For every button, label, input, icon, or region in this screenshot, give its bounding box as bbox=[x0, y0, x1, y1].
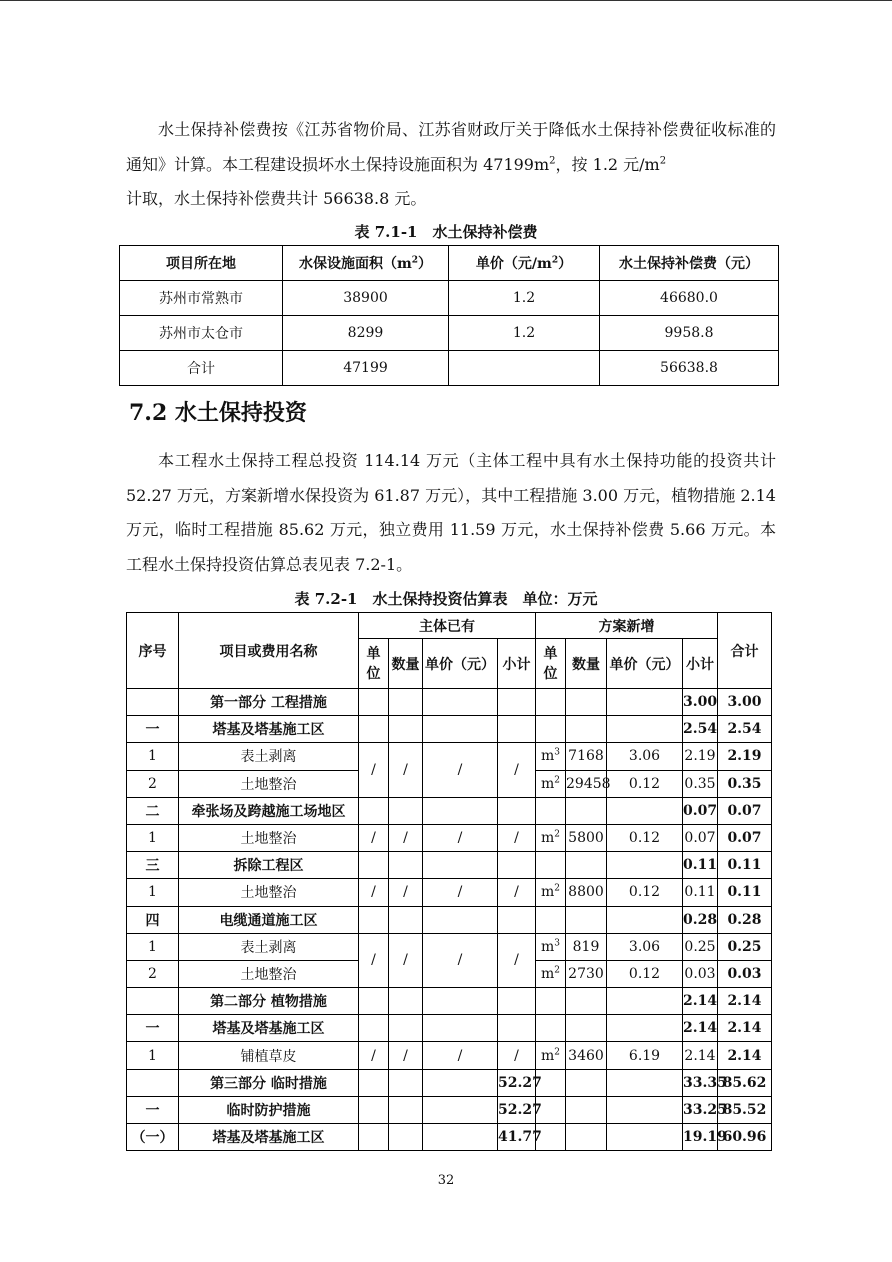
cell-seq bbox=[127, 1069, 179, 1096]
cell-item-name: 塔基及塔基施工区 bbox=[179, 716, 359, 743]
header-group-main: 主体已有 bbox=[359, 613, 536, 639]
cell-main-unit bbox=[359, 1096, 389, 1123]
header-area: 水保设施面积$(m^2)$ bbox=[283, 246, 449, 281]
cell-main-price bbox=[423, 1124, 498, 1151]
cell-new-unit: $m^2$ bbox=[536, 1042, 566, 1069]
cell-main-unit bbox=[359, 716, 389, 743]
cell-seq: 二 bbox=[127, 797, 179, 824]
table-row bbox=[127, 879, 772, 906]
header-unit-price: 单价（元$/m^2$） bbox=[449, 246, 600, 281]
cell-main-unit bbox=[359, 689, 389, 716]
cell-new-price bbox=[607, 906, 683, 933]
cell-price: 1.2 bbox=[449, 281, 600, 316]
cell-new-qty: 8800 bbox=[566, 879, 607, 906]
cell-main-unit bbox=[359, 852, 389, 879]
cell-total: 0.28 bbox=[718, 906, 772, 933]
cell-item-name: 牵张场及跨越施工场地区 bbox=[179, 797, 359, 824]
cell-seq: （一） bbox=[127, 1124, 179, 1151]
cell-new-unit: $m^3$ bbox=[536, 933, 566, 960]
cell-main-price bbox=[423, 1015, 498, 1042]
cell-new-subtotal: 2.19 bbox=[683, 743, 718, 770]
cell-total: 85.62 bbox=[718, 1069, 772, 1096]
table-row bbox=[127, 743, 772, 770]
cell-new-subtotal: 0.07 bbox=[683, 824, 718, 851]
cell-price: 1.2 bbox=[449, 316, 600, 351]
cell-main-price bbox=[423, 797, 498, 824]
cell-main-qty bbox=[389, 716, 423, 743]
cell-new-qty bbox=[566, 716, 607, 743]
cell-total: 0.07 bbox=[718, 797, 772, 824]
cell-new-price: 3.06 bbox=[607, 933, 683, 960]
table-row bbox=[127, 1096, 772, 1123]
cell-new-price: 0.12 bbox=[607, 824, 683, 851]
cell-main-price bbox=[423, 1069, 498, 1096]
cell-total: 2.54 bbox=[718, 716, 772, 743]
cell-main-subtotal-slash: / bbox=[498, 1042, 536, 1069]
cell-new-price bbox=[607, 988, 683, 1015]
header-item-name: 项目或费用名称 bbox=[179, 613, 359, 689]
cell-seq: 2 bbox=[127, 960, 179, 987]
cell-seq: 一 bbox=[127, 716, 179, 743]
cell-item-name: 土地整治 bbox=[179, 879, 359, 906]
table-row bbox=[127, 824, 772, 851]
cell-total: 0.25 bbox=[718, 933, 772, 960]
cell-main-unit bbox=[359, 1015, 389, 1042]
cell-item-name: 塔基及塔基施工区 bbox=[179, 1015, 359, 1042]
cell-total: 0.03 bbox=[718, 960, 772, 987]
cell-item-name: 临时防护措施 bbox=[179, 1096, 359, 1123]
cell-area: 38900 bbox=[283, 281, 449, 316]
cell-new-price bbox=[607, 1096, 683, 1123]
cell-main-unit bbox=[359, 906, 389, 933]
cell-new-unit: $m^3$ bbox=[536, 743, 566, 770]
cell-main-price bbox=[423, 716, 498, 743]
cell-new-unit bbox=[536, 906, 566, 933]
header-new-price: 单价（元） bbox=[607, 639, 683, 689]
cell-new-price: 3.06 bbox=[607, 743, 683, 770]
cell-total: 2.14 bbox=[718, 988, 772, 1015]
cell-new-subtotal: 19.19 bbox=[683, 1124, 718, 1151]
cell-new-unit bbox=[536, 716, 566, 743]
header-new-subtotal: 小计 bbox=[683, 639, 718, 689]
cell-total: 3.00 bbox=[718, 689, 772, 716]
cell-new-subtotal: 0.11 bbox=[683, 879, 718, 906]
cell-item-name: 表土剥离 bbox=[179, 743, 359, 770]
cell-main-qty bbox=[389, 1015, 423, 1042]
header-total: 合计 bbox=[718, 613, 772, 689]
cell-location: 合计 bbox=[120, 351, 283, 386]
cell-area: 8299 bbox=[283, 316, 449, 351]
cell-new-qty: 819 bbox=[566, 933, 607, 960]
cell-item-name: 表土剥离 bbox=[179, 933, 359, 960]
cell-new-subtotal: 0.35 bbox=[683, 770, 718, 797]
cell-main-subtotal bbox=[498, 797, 536, 824]
cell-new-price bbox=[607, 797, 683, 824]
table-header-row-1 bbox=[127, 613, 772, 639]
cell-main-unit-slash: / bbox=[359, 879, 389, 906]
cell-main-qty-slash: / bbox=[389, 879, 423, 906]
cell-main-qty bbox=[389, 988, 423, 1015]
cell-main-unit bbox=[359, 988, 389, 1015]
cell-new-unit bbox=[536, 689, 566, 716]
cell-location: 苏州市太仓市 bbox=[120, 316, 283, 351]
cell-total: 2.19 bbox=[718, 743, 772, 770]
table-7-1-1-caption: 表 7.1-1 水土保持补偿费 bbox=[354, 223, 538, 241]
cell-item-name: 第三部分 临时措施 bbox=[179, 1069, 359, 1096]
cell-seq: 2 bbox=[127, 770, 179, 797]
cell-new-qty bbox=[566, 1096, 607, 1123]
cell-new-qty bbox=[566, 988, 607, 1015]
page-top-rule bbox=[0, 0, 892, 1]
cell-main-price-slash: / bbox=[423, 743, 498, 797]
cell-item-name: 土地整治 bbox=[179, 770, 359, 797]
cell-main-qty bbox=[389, 1069, 423, 1096]
cell-main-unit bbox=[359, 797, 389, 824]
cell-main-subtotal bbox=[498, 716, 536, 743]
paragraph-investment-summary: 本工程水土保持工程总投资 114.14 万元（主体工程中具有水土保持功能的投资共计 52.27 万元，方案新增水保投资为 61.87 万元），其中工程措施 3.00 万元，植物措施 2.14 万元，临时工程措施 85.62 万元，独立费用 11.59 万元，水土保持补偿费 5.66 万元。本工程水土保持投资估算总表见表 7.2-1。 bbox=[126, 451, 776, 574]
cell-new-subtotal: 2.14 bbox=[683, 988, 718, 1015]
table-row bbox=[127, 852, 772, 879]
section-heading-7-2: 7.2 水土保持投资 bbox=[129, 400, 307, 426]
cell-main-price-slash: / bbox=[423, 1042, 498, 1069]
cell-new-qty bbox=[566, 1015, 607, 1042]
cell-total: 0.11 bbox=[718, 879, 772, 906]
cell-new-qty bbox=[566, 689, 607, 716]
cell-main-qty-slash: / bbox=[389, 933, 423, 987]
cell-item-name: 土地整治 bbox=[179, 824, 359, 851]
table-row-total bbox=[120, 351, 779, 386]
header-main-subtotal: 小计 bbox=[498, 639, 536, 689]
table-row bbox=[120, 316, 779, 351]
cell-main-price-slash: / bbox=[423, 824, 498, 851]
table-row bbox=[127, 716, 772, 743]
cell-fee: 46680.0 bbox=[600, 281, 779, 316]
cell-seq: 三 bbox=[127, 852, 179, 879]
header-main-price: 单价（元） bbox=[423, 639, 498, 689]
cell-main-unit-slash: / bbox=[359, 743, 389, 797]
cell-main-price-slash: / bbox=[423, 879, 498, 906]
compensation-fee-table bbox=[119, 245, 779, 386]
table-7-2-1-caption: 表 7.2-1 水土保持投资估算表 单位：万元 bbox=[294, 590, 598, 608]
cell-seq bbox=[127, 988, 179, 1015]
cell-main-subtotal: 41.77 bbox=[498, 1124, 536, 1151]
cell-total: 0.07 bbox=[718, 824, 772, 851]
cell-new-subtotal: 2.14 bbox=[683, 1015, 718, 1042]
cell-main-subtotal: 52.27 bbox=[498, 1069, 536, 1096]
cell-main-subtotal-slash: / bbox=[498, 879, 536, 906]
cell-new-price bbox=[607, 1015, 683, 1042]
table-row bbox=[127, 1069, 772, 1096]
cell-new-price bbox=[607, 1069, 683, 1096]
table-row bbox=[120, 281, 779, 316]
cell-main-subtotal bbox=[498, 689, 536, 716]
cell-main-subtotal-slash: / bbox=[498, 743, 536, 797]
cell-item-name: 拆除工程区 bbox=[179, 852, 359, 879]
cell-new-unit: $m^2$ bbox=[536, 824, 566, 851]
cell-main-unit-slash: / bbox=[359, 824, 389, 851]
cell-new-qty bbox=[566, 1124, 607, 1151]
cell-fee: 56638.8 bbox=[600, 351, 779, 386]
cell-main-subtotal: 52.27 bbox=[498, 1096, 536, 1123]
cell-main-unit bbox=[359, 1069, 389, 1096]
cell-main-qty bbox=[389, 906, 423, 933]
cell-seq: 1 bbox=[127, 743, 179, 770]
cell-new-qty: 29458 bbox=[566, 770, 607, 797]
table-row bbox=[127, 906, 772, 933]
paragraph-compensation-fee: 水土保持补偿费按《江苏省物价局、江苏省财政厅关于降低水土保持补偿费征收标准的通知》计算。本工程建设损坏水土保持设施面积为 $47199m^2$，按 1.2 元$/m^2$ 计取，水土保持补偿费共计 56638.8 元。 bbox=[126, 120, 776, 208]
cell-main-unit-slash: / bbox=[359, 933, 389, 987]
table-row bbox=[127, 689, 772, 716]
cell-new-qty: 7168 bbox=[566, 743, 607, 770]
cell-main-price bbox=[423, 1096, 498, 1123]
cell-item-name: 第一部分 工程措施 bbox=[179, 689, 359, 716]
header-location: 项目所在地 bbox=[120, 246, 283, 281]
cell-new-unit bbox=[536, 797, 566, 824]
header-seq: 序号 bbox=[127, 613, 179, 689]
cell-new-subtotal: 33.25 bbox=[683, 1096, 718, 1123]
cell-new-unit: $m^2$ bbox=[536, 770, 566, 797]
cell-new-qty bbox=[566, 797, 607, 824]
page-number: 32 bbox=[437, 1173, 455, 1188]
cell-main-unit bbox=[359, 1124, 389, 1151]
cell-new-subtotal: 0.28 bbox=[683, 906, 718, 933]
cell-main-price-slash: / bbox=[423, 933, 498, 987]
cell-item-name: 电缆通道施工区 bbox=[179, 906, 359, 933]
cell-seq: 1 bbox=[127, 824, 179, 851]
cell-new-subtotal: 0.25 bbox=[683, 933, 718, 960]
cell-new-subtotal: 2.14 bbox=[683, 1042, 718, 1069]
cell-new-price: 0.12 bbox=[607, 960, 683, 987]
header-new-qty: 数量 bbox=[566, 639, 607, 689]
cell-seq: 一 bbox=[127, 1096, 179, 1123]
cell-seq: 四 bbox=[127, 906, 179, 933]
cell-new-unit bbox=[536, 1015, 566, 1042]
cell-main-subtotal bbox=[498, 988, 536, 1015]
cell-main-qty bbox=[389, 1124, 423, 1151]
investment-estimate-table bbox=[126, 612, 772, 1151]
cell-main-subtotal bbox=[498, 1015, 536, 1042]
cell-item-name: 塔基及塔基施工区 bbox=[179, 1124, 359, 1151]
header-main-unit: 单 位 bbox=[359, 639, 389, 689]
cell-price bbox=[449, 351, 600, 386]
cell-main-subtotal-slash: / bbox=[498, 824, 536, 851]
cell-total: 2.14 bbox=[718, 1015, 772, 1042]
table-row bbox=[127, 933, 772, 960]
cell-main-qty-slash: / bbox=[389, 1042, 423, 1069]
cell-total: 60.96 bbox=[718, 1124, 772, 1151]
cell-seq bbox=[127, 689, 179, 716]
cell-new-unit bbox=[536, 988, 566, 1015]
cell-new-subtotal: 33.35 bbox=[683, 1069, 718, 1096]
cell-new-price: 6.19 bbox=[607, 1042, 683, 1069]
cell-item-name: 第二部分 植物措施 bbox=[179, 988, 359, 1015]
cell-new-price: 0.12 bbox=[607, 879, 683, 906]
header-group-new: 方案新增 bbox=[536, 613, 718, 639]
cell-main-qty bbox=[389, 689, 423, 716]
cell-total: 0.11 bbox=[718, 852, 772, 879]
cell-new-qty: 2730 bbox=[566, 960, 607, 987]
header-new-unit: 单 位 bbox=[536, 639, 566, 689]
cell-new-qty bbox=[566, 852, 607, 879]
table-header-row bbox=[120, 246, 779, 281]
cell-fee: 9958.8 bbox=[600, 316, 779, 351]
cell-new-subtotal: 0.11 bbox=[683, 852, 718, 879]
cell-new-unit bbox=[536, 852, 566, 879]
cell-location: 苏州市常熟市 bbox=[120, 281, 283, 316]
cell-new-price bbox=[607, 716, 683, 743]
cell-new-subtotal: 0.07 bbox=[683, 797, 718, 824]
header-main-qty: 数量 bbox=[389, 639, 423, 689]
cell-new-subtotal: 2.54 bbox=[683, 716, 718, 743]
cell-new-price bbox=[607, 689, 683, 716]
investment-table-body bbox=[127, 689, 772, 1151]
cell-new-price bbox=[607, 1124, 683, 1151]
cell-seq: 1 bbox=[127, 933, 179, 960]
cell-seq: 一 bbox=[127, 1015, 179, 1042]
cell-total: 0.35 bbox=[718, 770, 772, 797]
cell-new-qty bbox=[566, 906, 607, 933]
cell-new-qty: 5800 bbox=[566, 824, 607, 851]
cell-new-unit: $m^2$ bbox=[536, 960, 566, 987]
cell-area: 47199 bbox=[283, 351, 449, 386]
cell-new-price bbox=[607, 852, 683, 879]
cell-main-qty bbox=[389, 1096, 423, 1123]
table-row bbox=[127, 1015, 772, 1042]
cell-new-subtotal: 0.03 bbox=[683, 960, 718, 987]
cell-new-qty: 3460 bbox=[566, 1042, 607, 1069]
cell-new-subtotal: 3.00 bbox=[683, 689, 718, 716]
cell-new-qty bbox=[566, 1069, 607, 1096]
cell-main-qty bbox=[389, 797, 423, 824]
cell-new-unit: $m^2$ bbox=[536, 879, 566, 906]
cell-main-price bbox=[423, 906, 498, 933]
cell-main-subtotal bbox=[498, 906, 536, 933]
cell-main-subtotal-slash: / bbox=[498, 933, 536, 987]
cell-new-price: 0.12 bbox=[607, 770, 683, 797]
table-row bbox=[127, 988, 772, 1015]
cell-main-unit-slash: / bbox=[359, 1042, 389, 1069]
cell-total: 2.14 bbox=[718, 1042, 772, 1069]
cell-total: 85.52 bbox=[718, 1096, 772, 1123]
table-row bbox=[127, 1042, 772, 1069]
header-fee: 水土保持补偿费（元） bbox=[600, 246, 779, 281]
cell-item-name: 铺植草皮 bbox=[179, 1042, 359, 1069]
cell-main-price bbox=[423, 852, 498, 879]
cell-main-qty bbox=[389, 852, 423, 879]
cell-main-price bbox=[423, 988, 498, 1015]
cell-main-qty-slash: / bbox=[389, 824, 423, 851]
cell-main-price bbox=[423, 689, 498, 716]
cell-seq: 1 bbox=[127, 1042, 179, 1069]
cell-main-qty-slash: / bbox=[389, 743, 423, 797]
cell-main-subtotal bbox=[498, 852, 536, 879]
cell-item-name: 土地整治 bbox=[179, 960, 359, 987]
table-row bbox=[127, 1124, 772, 1151]
cell-seq: 1 bbox=[127, 879, 179, 906]
table-row bbox=[127, 797, 772, 824]
